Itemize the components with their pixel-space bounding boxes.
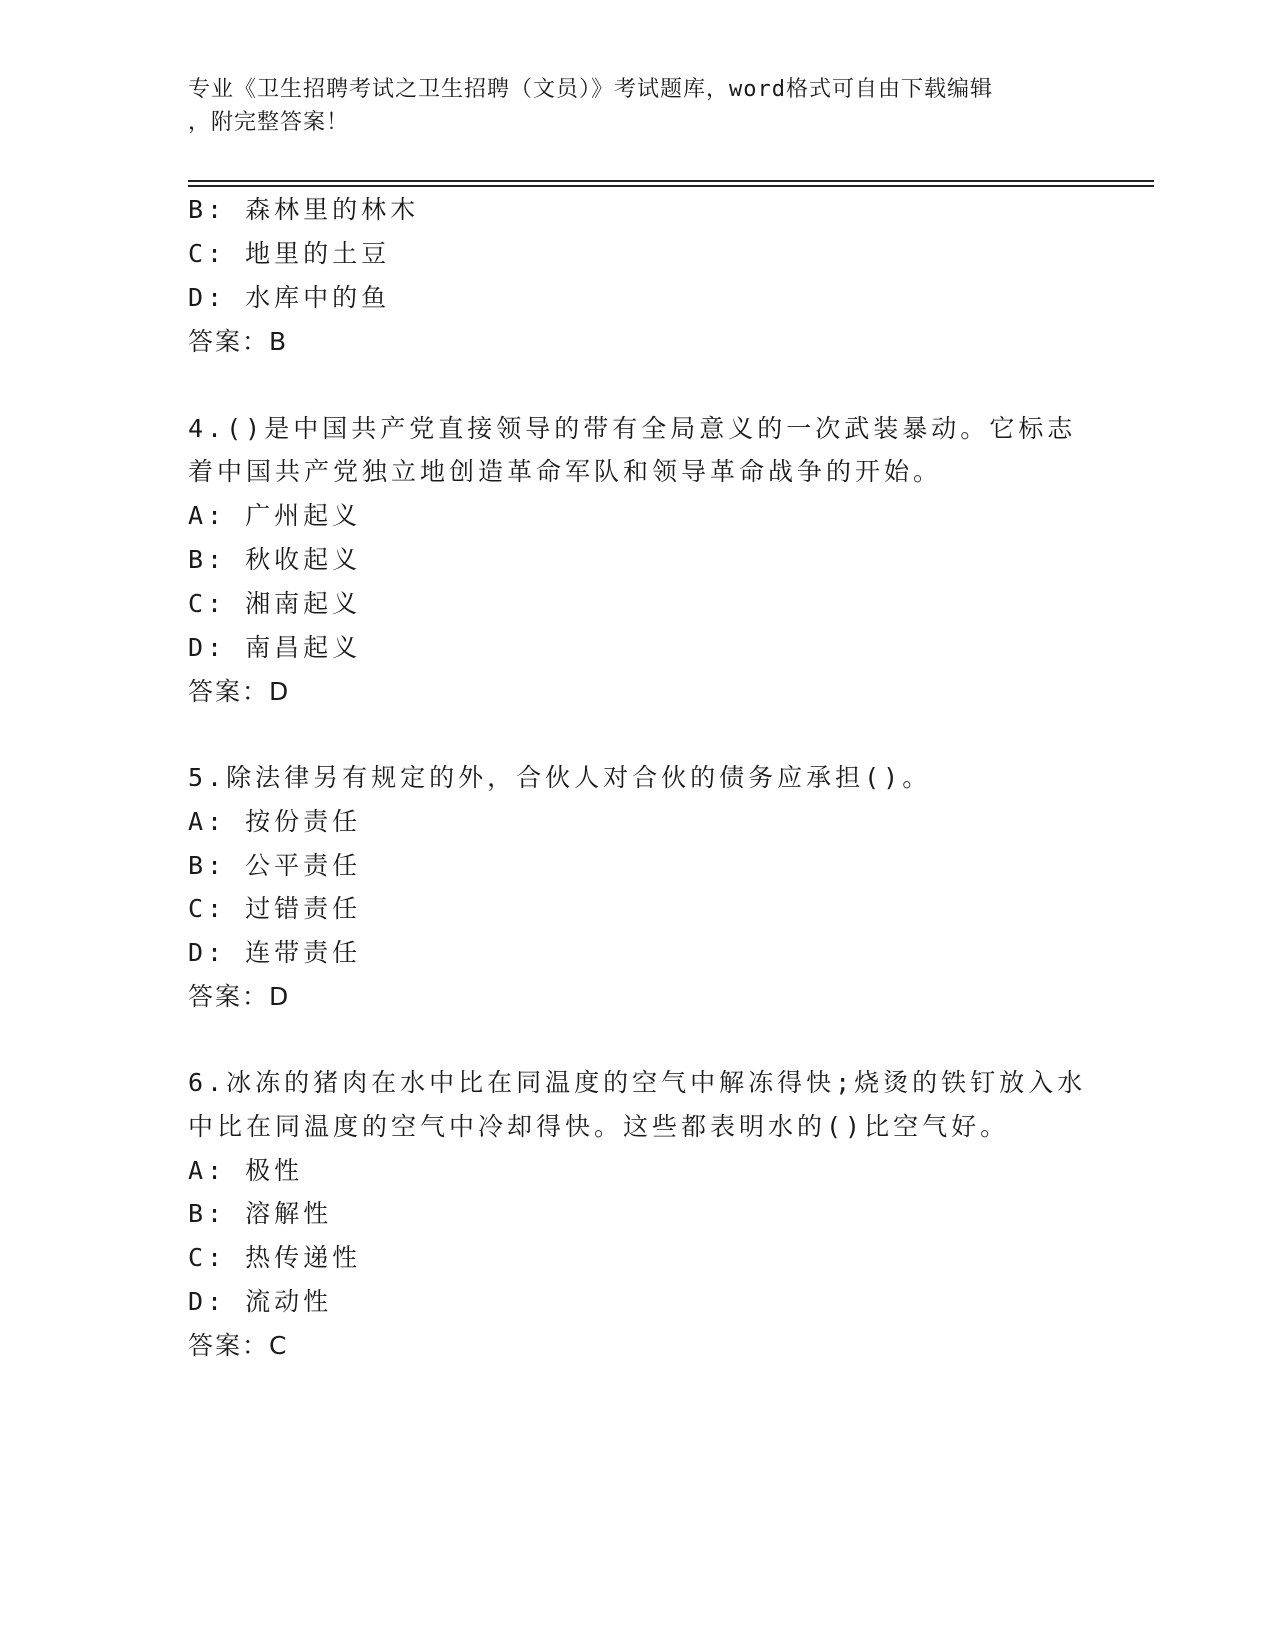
header-line-2: ，附完整答案！: [188, 110, 350, 135]
q4-stem-line-1: 4.()是中国共产党直接领导的带有全局意义的一次武装暴动。它标志: [188, 414, 1077, 443]
q6-answer: 答案：C: [188, 1331, 289, 1360]
q3-answer: 答案：B: [188, 327, 289, 356]
q5-stem-line-1: 5.除法律另有规定的外，合伙人对合伙的债务应承担()。: [188, 763, 932, 792]
q4-option-d: D: 南昌起义: [188, 633, 362, 662]
q3-option-d: D: 水库中的鱼: [188, 283, 391, 312]
q6-stem-line-1: 6.冰冻的猪肉在水中比在同温度的空气中解冻得快;烧烫的铁钉放入水: [188, 1068, 1087, 1097]
q5-option-a: A: 按份责任: [188, 807, 362, 836]
q5-answer: 答案：D: [188, 982, 291, 1011]
q4-answer: 答案：D: [188, 677, 291, 706]
q6-stem-line-2: 中比在同温度的空气中冷却得快。这些都表明水的()比空气好。: [188, 1112, 1010, 1141]
header-line-1: 专业《卫生招聘考试之卫生招聘（文员）》考试题库，word格式可自由下载编辑: [188, 77, 993, 102]
q6-option-c: C: 热传递性: [188, 1243, 362, 1272]
q3-option-c: C: 地里的土豆: [188, 239, 391, 268]
q5-option-b: B: 公平责任: [188, 851, 362, 880]
q6-option-a: A: 极性: [188, 1156, 304, 1185]
header-divider-top: [188, 180, 1154, 182]
q6-option-d: D: 流动性: [188, 1287, 333, 1316]
document-header: [188, 73, 1068, 139]
q3-option-b: B: 森林里的林木: [188, 195, 420, 224]
q4-option-c: C: 湘南起义: [188, 589, 362, 618]
q4-option-a: A: 广州起义: [188, 501, 362, 530]
q6-option-b: B: 溶解性: [188, 1199, 333, 1228]
q5-option-d: D: 连带责任: [188, 938, 362, 967]
q4-option-b: B: 秋收起义: [188, 545, 362, 574]
q4-stem-line-2: 着中国共产党独立地创造革命军队和领导革命战争的开始。: [188, 457, 943, 486]
q5-option-c: C: 过错责任: [188, 894, 362, 923]
header-divider-bottom: [188, 185, 1154, 187]
